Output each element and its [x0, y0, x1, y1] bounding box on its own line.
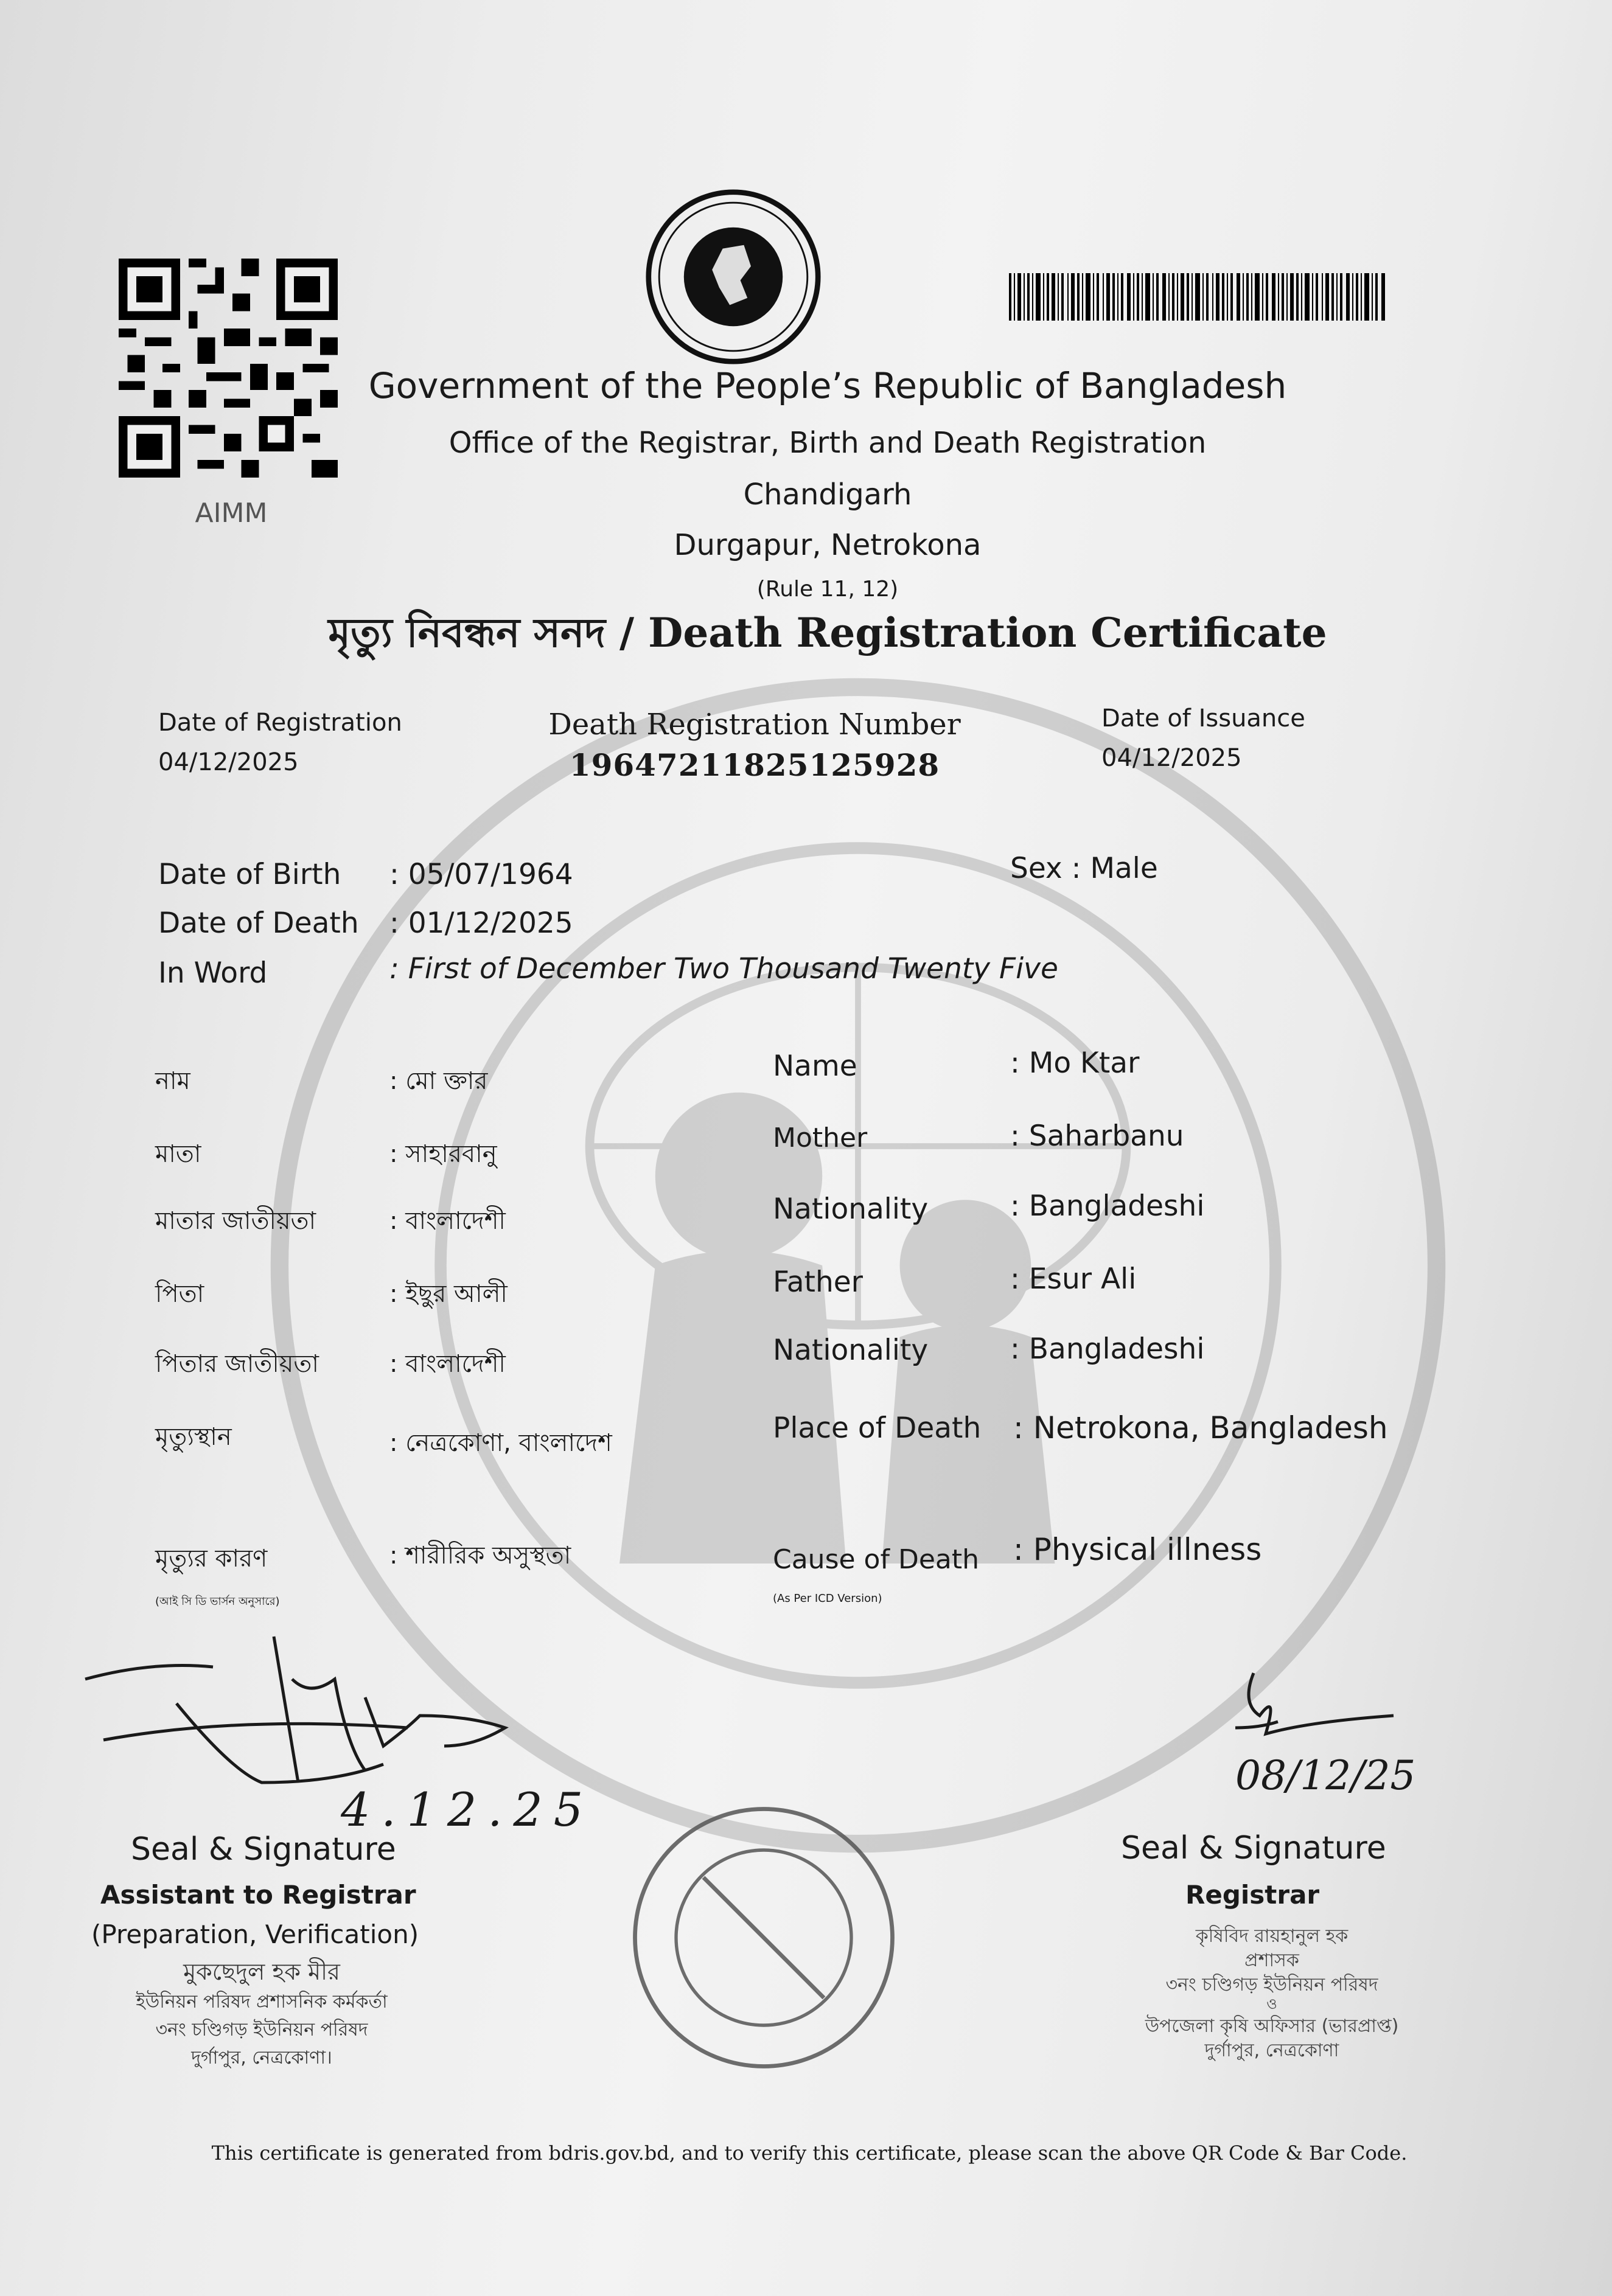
date-of-issuance-label: Date of Issuance: [1101, 704, 1305, 732]
header-office: Office of the Registrar, Birth and Death Registration: [448, 426, 1207, 460]
footer-verification-note: This certificate is generated from bdris.gov.bd, and to verify this certificate, please scan the above QR Code & Bar Code.: [211, 2141, 1408, 2165]
place-of-death-value: : Netrokona, Bangladesh: [1013, 1410, 1388, 1445]
bn-father-nationality-value: : বাংলাদেশী: [389, 1350, 506, 1378]
sex-value: Sex : Male: [1010, 852, 1158, 885]
father-nationality-label: Nationality: [773, 1334, 929, 1367]
right-role: Registrar: [1185, 1880, 1320, 1910]
bn-place-value: : নেত্রকোণা, বাংলাদেশ: [389, 1429, 612, 1457]
header-upazila: Durgapur, Netrokona: [674, 528, 982, 562]
right-stamp-line-2: প্রশাসক: [1244, 1950, 1299, 1971]
right-stamp-line-4: ও: [1266, 1995, 1277, 2012]
registration-number-value: 19647211825125928: [569, 747, 940, 783]
bn-name-label: নাম: [155, 1067, 190, 1095]
left-stamp-line-4: দুর্গাপুর, নেত্রকোণা।: [191, 2047, 332, 2068]
right-stamp-line-5: উপজেলা কৃষি অফিসার (ভারপ্রাপ্ত): [1145, 2016, 1399, 2037]
certificate-title: মৃত্যু নিবন্ধন সনদ / Death Registration Certificate: [328, 609, 1327, 656]
cause-of-death-value: : Physical illness: [1013, 1532, 1262, 1567]
bn-mother-label: মাতা: [155, 1140, 201, 1168]
dod-label: Date of Death: [158, 906, 359, 940]
date-of-issuance-value: 04/12/2025: [1101, 744, 1242, 772]
mother-nationality-label: Nationality: [773, 1192, 929, 1226]
father-value: : Esur Ali: [1010, 1262, 1137, 1296]
left-role-sub: (Preparation, Verification): [91, 1919, 419, 1949]
bn-cause-note: (আই সি ডি ভার্সন অনুসারে): [155, 1595, 280, 1608]
left-stamp-line-2: ইউনিয়ন পরিষদ প্রশাসনিক কর্মকর্তা: [136, 1991, 388, 2012]
date-of-registration-value: 04/12/2025: [158, 748, 299, 776]
right-stamp-line-6: দুর্গাপুর, নেত্রকোণা: [1204, 2040, 1339, 2061]
barcode: [1009, 271, 1386, 321]
header-rule: (Rule 11, 12): [756, 577, 899, 602]
qr-code: [119, 259, 338, 478]
bn-mother-value: : সাহারবানু: [389, 1140, 497, 1168]
bn-place-label: মৃত্যুস্থান: [155, 1423, 232, 1451]
header-government: Government of the People’s Republic of Bangladesh: [368, 365, 1287, 406]
inword-value: : First of December Two Thousand Twenty Five: [389, 952, 1058, 986]
inword-label: In Word: [158, 956, 268, 990]
father-nationality-value: : Bangladeshi: [1010, 1332, 1205, 1366]
name-label: Name: [773, 1049, 857, 1083]
father-label: Father: [773, 1265, 863, 1299]
bn-name-value: : মো ক্তার: [389, 1067, 488, 1095]
right-seal-caption: Seal & Signature: [1121, 1830, 1386, 1866]
bn-mother-nationality-label: মাতার জাতীয়তা: [155, 1207, 316, 1235]
union-council-round-stamp: [627, 1801, 901, 2075]
right-handwritten-date: 08/12/25: [1235, 1752, 1416, 1799]
bn-cause-value: : শারীরিক অসুস্থতা: [389, 1542, 571, 1570]
left-stamp-line-3: ৩নং চণ্ডিগড় ইউনিয়ন পরিষদ: [155, 2019, 368, 2040]
mother-value: : Saharbanu: [1010, 1119, 1184, 1153]
cause-of-death-label: Cause of Death: [773, 1544, 980, 1575]
mother-nationality-value: : Bangladeshi: [1010, 1189, 1205, 1223]
left-stamp-line-1: মুকছেদুল হক মীর: [183, 1958, 340, 1985]
date-of-registration-label: Date of Registration: [158, 709, 402, 737]
government-seal-icon: [645, 189, 822, 365]
right-stamp-line-1: কৃষিবিদ রায়হানুল হক: [1195, 1926, 1349, 1947]
qr-caption: AIMM: [195, 498, 268, 529]
registration-number-label: Death Registration Number: [548, 708, 961, 742]
dob-value: : 05/07/1964: [389, 858, 573, 891]
cause-note: (As Per ICD Version): [773, 1592, 882, 1605]
bn-father-nationality-label: পিতার জাতীয়তা: [155, 1350, 319, 1378]
mother-label: Mother: [773, 1122, 868, 1153]
bn-cause-label: মৃত্যুর কারণ: [155, 1545, 268, 1573]
left-seal-caption: Seal & Signature: [131, 1831, 396, 1868]
place-of-death-label: Place of Death: [773, 1411, 982, 1445]
right-stamp-line-3: ৩নং চণ্ডিগড় ইউনিয়ন পরিষদ: [1165, 1974, 1378, 1995]
header-union: Chandigarh: [743, 478, 912, 512]
name-value: : Mo Ktar: [1010, 1046, 1140, 1080]
bn-father-label: পিতা: [155, 1280, 204, 1308]
dod-value: : 01/12/2025: [389, 906, 573, 940]
bn-father-value: : ইছুর আলী: [389, 1280, 508, 1308]
bn-mother-nationality-value: : বাংলাদেশী: [389, 1207, 506, 1235]
dob-label: Date of Birth: [158, 858, 341, 891]
left-handwritten-date: 4.12.25: [341, 1783, 595, 1837]
left-role: Assistant to Registrar: [100, 1880, 416, 1910]
